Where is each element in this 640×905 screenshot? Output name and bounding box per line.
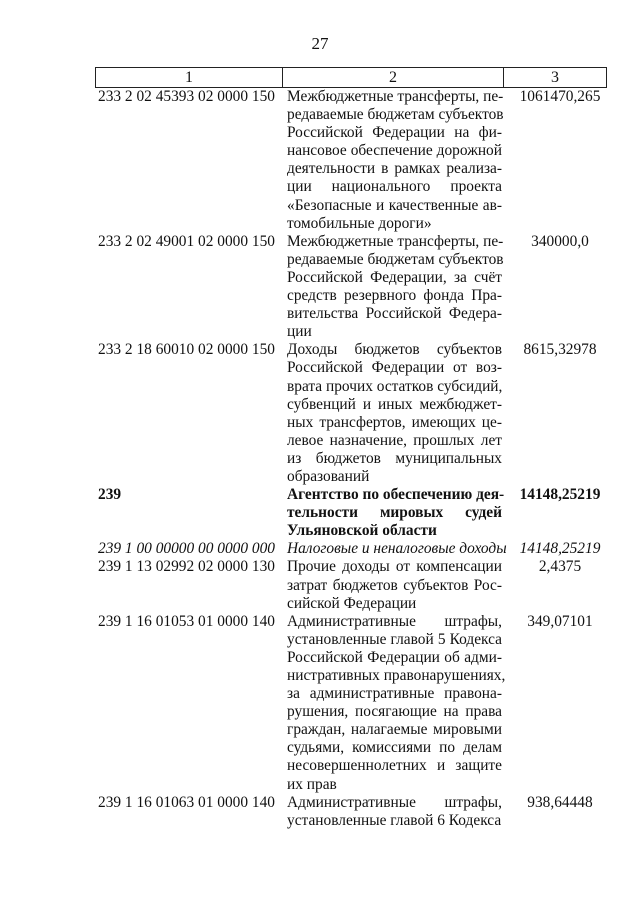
table-row <box>0 486 640 540</box>
row-name-line: Доходы бюджетов субъектов <box>287 341 502 359</box>
header-col-1: 1 <box>96 68 283 87</box>
row-name-line: Административные штрафы, <box>287 793 502 811</box>
row-name-line: левое назначение, прошлых лет <box>287 431 502 449</box>
row-sum: 14148,25219 <box>519 540 601 558</box>
row-name-line: тельности мировых судей <box>287 504 502 522</box>
row-name-line: Агентство по обеспечению дея- <box>287 486 505 504</box>
row-name-line: Административные штрафы, <box>287 612 502 630</box>
row-sum: 938,64448 <box>527 793 593 811</box>
page-number: 27 <box>311 34 329 53</box>
table-row <box>0 540 640 558</box>
row-name-line: Прочие доходы от компенсации <box>287 558 502 576</box>
row-name-line: установленные главой 6 Кодекса <box>287 811 502 829</box>
row-name <box>287 233 502 342</box>
row-name <box>287 558 502 612</box>
row-name-line: Российской Федерации на фи- <box>287 124 502 142</box>
row-name-line: судьями, комиссиями по делам <box>287 739 502 757</box>
table-row <box>0 88 640 233</box>
row-name <box>287 486 505 540</box>
row-name-line: за административные правона- <box>287 685 502 703</box>
row-name-line: граждан, налагаемые мировыми <box>287 721 502 739</box>
row-name <box>287 88 502 233</box>
row-name-line: средств резервного фонда Пра- <box>287 287 502 305</box>
row-name <box>287 794 502 830</box>
row-name-line: Налоговые и неналоговые доходы <box>287 540 507 558</box>
row-name-line: ции <box>287 323 312 341</box>
row-name <box>287 612 506 794</box>
row-name <box>287 540 507 558</box>
table-body <box>0 88 640 830</box>
row-name-line: установленные главой 5 Кодекса <box>287 630 502 648</box>
row-code: 239 1 13 02992 02 0000 130 <box>98 558 275 576</box>
table-row <box>0 233 640 342</box>
row-sum: 349,07101 <box>527 612 593 630</box>
row-name <box>287 341 502 486</box>
row-code: 239 1 16 01063 01 0000 140 <box>98 793 275 811</box>
row-name-line: нистративных правонарушениях, <box>287 667 506 684</box>
row-name-line: вительства Российской Федера- <box>287 305 502 323</box>
table-row <box>0 558 640 612</box>
row-name-line: Межбюджетные трансферты, пе- <box>287 232 504 250</box>
row-sum: 8615,32978 <box>523 341 597 359</box>
table-row <box>0 613 640 794</box>
row-code: 233 2 18 60010 02 0000 150 <box>98 341 275 359</box>
header-col-2: 2 <box>283 68 504 87</box>
row-code: 233 2 02 45393 02 0000 150 <box>98 88 275 105</box>
row-name-line: редаваемые бюджетам субъектов <box>287 250 504 268</box>
row-name-line: Межбюджетные трансферты, пе- <box>287 88 504 105</box>
row-name-line: редаваемые бюджетам субъектов <box>287 106 504 124</box>
row-sum: 1061470,265 <box>519 88 601 105</box>
row-name-line: Российской Федерации от воз- <box>287 359 502 377</box>
row-name-line: ции национального проекта <box>287 178 502 196</box>
table-header <box>95 67 607 88</box>
row-code: 239 1 00 00000 00 0000 000 <box>98 540 275 558</box>
row-name-line: томобильные дороги» <box>287 214 432 232</box>
row-sum: 14148,25219 <box>519 486 601 504</box>
row-name-line: рушения, посягающие на права <box>287 703 502 721</box>
row-name-line: деятельности в рамках реализа- <box>287 160 502 178</box>
row-name-line: ных трансфертов, имеющих це- <box>287 413 502 431</box>
row-name-line: Российской Федерации, за счёт <box>287 268 502 286</box>
row-sum: 340000,0 <box>531 232 589 250</box>
row-name-line: нансовое обеспечение дорожной <box>287 142 502 160</box>
row-sum: 2,4375 <box>538 558 582 576</box>
row-code: 239 <box>98 486 122 504</box>
row-name-line: сийской Федерации <box>287 594 417 612</box>
header-col-3: 3 <box>551 69 559 86</box>
row-name-line: Ульяновской области <box>287 522 437 540</box>
row-code: 239 1 16 01053 01 0000 140 <box>98 612 275 630</box>
row-code: 233 2 02 49001 02 0000 150 <box>98 232 275 250</box>
table-row <box>0 794 640 830</box>
row-name-line: врата прочих остатков субсидий, <box>287 377 503 395</box>
row-name-line: затрат бюджетов субъектов Рос- <box>287 576 502 594</box>
row-name-line: несовершеннолетних и защите <box>287 757 502 775</box>
row-name-line: из бюджетов муниципальных <box>287 449 502 467</box>
row-name-line: «Безопасные и качественные ав- <box>287 196 502 214</box>
row-name-line: их прав <box>287 775 337 793</box>
row-name-line: субвенций и иных межбюджет- <box>287 395 502 413</box>
table-row <box>0 341 640 486</box>
row-name-line: образований <box>287 467 370 485</box>
row-name-line: Российской Федерации об адми- <box>287 648 502 666</box>
